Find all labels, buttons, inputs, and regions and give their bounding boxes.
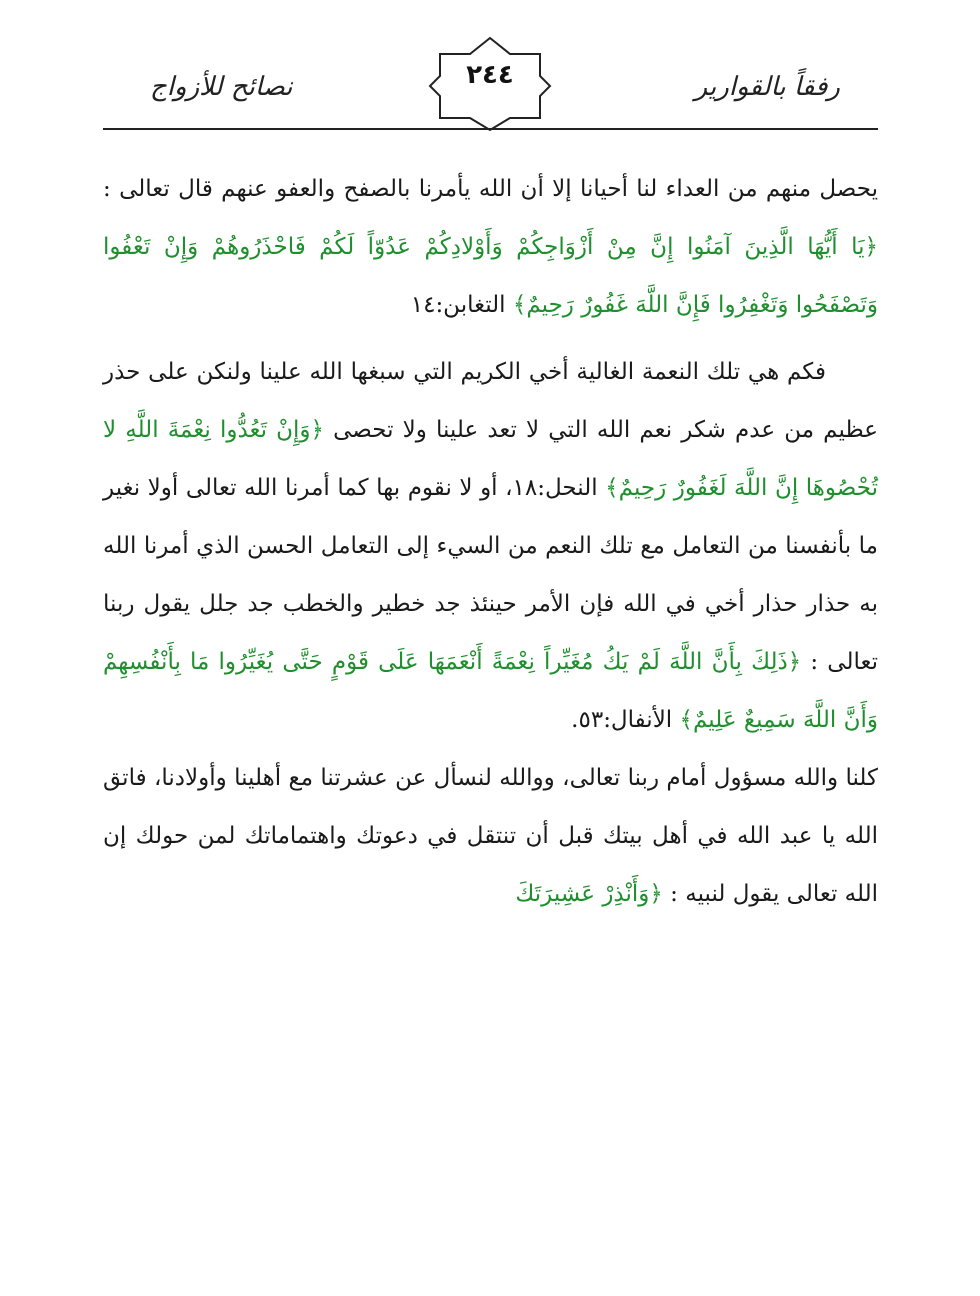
page-body <box>103 160 878 923</box>
quran-verse: يَا أَيُّهَا الَّذِينَ آمَنُوا إِنَّ مِنْ أَزْوَاجِكُمْ وَأَوْلادِكُمْ عَدُوّاً لَكُمْ فَاحْذَرُوهُمْ وَإِنْ تَعْفُوا وَتَصْفَحُوا وَتَغْفِرُوا فَإِنَّ اللَّهَ غَفُورٌ رَحِيمٌ <box>103 234 878 318</box>
paragraph <box>103 160 878 334</box>
body-text-segment: كلنا والله مسؤول أمام ربنا تعالى، ووالله لنسأل عن عشرتنا مع أهلينا وأولادنا، فاتق الله يا عبد الله في أهل بيتك قبل أن تنتقل في دعوتك واهتماماتك لمن حولك إن الله تعالى يقول لنبيه : <box>103 765 878 907</box>
body-text-segment: التغابن:١٤ <box>410 292 513 318</box>
chapter-title: نصائح للأزواج <box>150 72 293 102</box>
page-header <box>0 0 980 135</box>
page-number: ٢٤٤ <box>466 60 514 90</box>
verse-bracket: ﴾ <box>605 475 619 501</box>
body-text-segment: يحصل منهم من العداء لنا أحيانا إلا أن الله يأمرنا بالصفح والعفو عنهم قال تعالى : <box>103 176 878 202</box>
paragraph <box>103 343 878 749</box>
book-title: رفقاً بالقوارير <box>694 72 840 102</box>
verse-bracket: ﴿ <box>310 417 325 443</box>
paragraph <box>103 749 878 923</box>
quran-verse: ذَلِكَ بِأَنَّ اللَّهَ لَمْ يَكُ مُغَيِّراً نِعْمَةً أَنْعَمَهَا عَلَى قَوْمٍ حَتَّى يُغَيِّرُوا مَا بِأَنْفُسِهِمْ وَأَنَّ اللَّهَ سَمِيعٌ عَلِيمٌ <box>103 649 878 733</box>
body-text-segment: الأنفال:٥٣. <box>571 707 680 733</box>
verse-bracket: ﴿ <box>787 649 802 675</box>
body-text-segment: النحل:١٨، أو لا نقوم بها كما أمرنا الله تعالى أولا نغير ما بأنفسنا من التعامل مع تلك النعم من السيء إلى التعامل الحسن الذي أمرنا الله به حذار حذار أخي في الله فإن الأمر حينئذ جد خطير والخطب جد جلل يقول ربنا تعالى : <box>103 475 878 675</box>
body-text-segment: فكم هي تلك النعمة الغالية أخي الكريم التي سبغها الله علينا ولنكن على حذر عظيم من عدم شكر نعم الله التي لا تعد علينا ولا تحصى <box>103 359 878 443</box>
header-divider <box>103 128 878 130</box>
verse-bracket: ﴾ <box>679 707 693 733</box>
verse-bracket: ﴿ <box>864 234 878 260</box>
quran-verse: وَإِنْ تَعُدُّوا نِعْمَةَ اللَّهِ لا تُحْصُوهَا إِنَّ اللَّهَ لَغَفُورٌ رَحِيمٌ <box>103 417 878 501</box>
page-number-badge <box>428 36 552 132</box>
verse-bracket: ﴾ <box>512 292 527 318</box>
quran-verse: وَأَنْذِرْ عَشِيرَتَكَ <box>515 881 650 907</box>
verse-bracket: ﴿ <box>649 881 663 907</box>
